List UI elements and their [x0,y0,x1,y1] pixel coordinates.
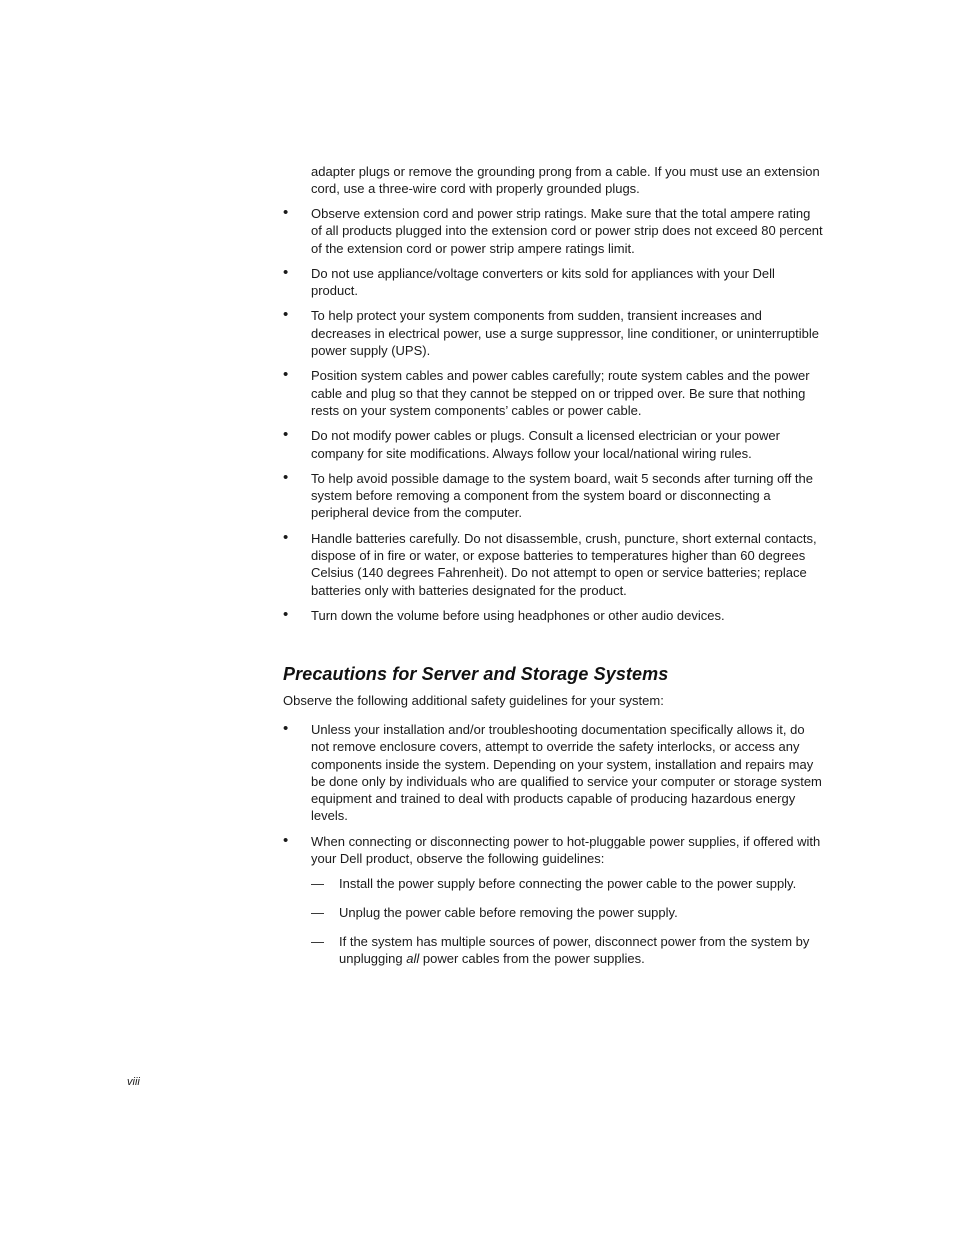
page-number: viii [127,1076,140,1088]
list-item [283,307,823,359]
sub-list-item-text [339,934,809,966]
bullet-icon: • [283,306,289,324]
list-item [283,205,823,257]
bullet-icon: • [283,263,289,281]
sub-list-item [311,933,823,968]
emphasis-all: all [406,951,420,967]
sub-list-item-text-start: If the system has multiple sources of power, disconnect power from the system by unplugging [339,933,810,967]
bullet-icon: • [283,468,289,486]
list-item [283,607,823,624]
dash-icon: — [311,933,324,949]
bullet-icon: • [283,204,289,221]
list-item-text: Handle batteries carefully. Do not disassemble, crush, puncture, short external contacts, dispose of in fire or water, or expose batteries to temperatures higher than 60 degrees Celsius (140 degrees Fahrenheit). Do not attempt to open or service batteries; replace batteries only with batteries designated for the product. [311,530,817,598]
sub-list-item-text: Unplug the power cable before removing the power supply. [339,904,678,920]
sub-list-item-text: Install the power supply before connecting the power cable to the power supply. [339,876,797,892]
bullet-icon: • [283,605,289,623]
list-item [283,427,823,462]
safety-bullet-list [283,205,823,624]
list-item-text: Do not modify power cables or plugs. Consult a licensed electrician or your power company for site modifications. Always follow your local/national wiring rules. [311,428,780,461]
list-item-text: Turn down the volume before using headphones or other audio devices. [311,607,725,623]
list-item [283,265,823,300]
dash-icon: — [311,904,324,920]
sub-list-item [311,875,823,892]
bullet-icon: • [283,528,289,546]
list-item [283,367,823,419]
server-bullet-list [283,721,823,979]
guidelines-sublist [311,875,823,967]
bullet-icon: • [283,831,289,849]
list-item-text: Do not use appliance/voltage converters or kits sold for appliances with your Dell product. [311,265,775,299]
bullet-icon: • [283,366,289,384]
list-item-text: Position system cables and power cables carefully; route system cables and the power cable and plug so that they cannot be stepped on or tripped over. Be sure that nothing rests on your system components’ cables or power cable. [311,368,810,418]
list-item-text: Unless your installation and/or troubleshooting documentation specifically allows it, do not remove enclosure covers, attempt to override the safety interlocks, or access any components inside the system. Depending on your system, installation and repairs may be done only by individuals who are qualified to service your computer or storage system equipment and trained to deal with products capable of producing hazardous energy levels. [311,722,822,824]
dash-icon: — [311,876,324,892]
sub-list-item [311,904,823,921]
list-item-text: Observe extension cord and power strip ratings. Make sure that the total ampere rating of all products plugged into the extension cord or power strip does not exceed 80 percent of the extension cord or power strip ampere ratings limit. [311,206,823,256]
list-item [283,470,823,522]
bullet-icon: • [283,426,289,444]
list-item [283,530,823,599]
list-item [283,833,823,968]
section-heading: Precautions for Server and Storage Systems [283,664,669,684]
bullet-icon: • [283,720,289,737]
continuation-paragraph: adapter plugs or remove the grounding prong from a cable. If you must use an extension cord, use a three-wire cord with properly grounded plugs. [311,164,820,197]
list-item-text: To help avoid possible damage to the system board, wait 5 seconds after turning off the system before removing a component from the system board or disconnecting a peripheral device from the computer. [311,470,814,521]
section-intro: Observe the following additional safety guidelines for your system: [283,693,664,708]
list-item-text: To help protect your system components from sudden, transient increases and decreases in electrical power, use a surge suppressor, line conditioner, or uninterruptible power supply (UPS). [311,308,820,359]
list-item [283,721,823,825]
list-item-text: When connecting or disconnecting power to hot-pluggable power supplies, if offered with your Dell product, observe the following guidelines: [311,833,821,867]
sub-list-item-text-end: power cables from the power supplies. [419,951,645,967]
